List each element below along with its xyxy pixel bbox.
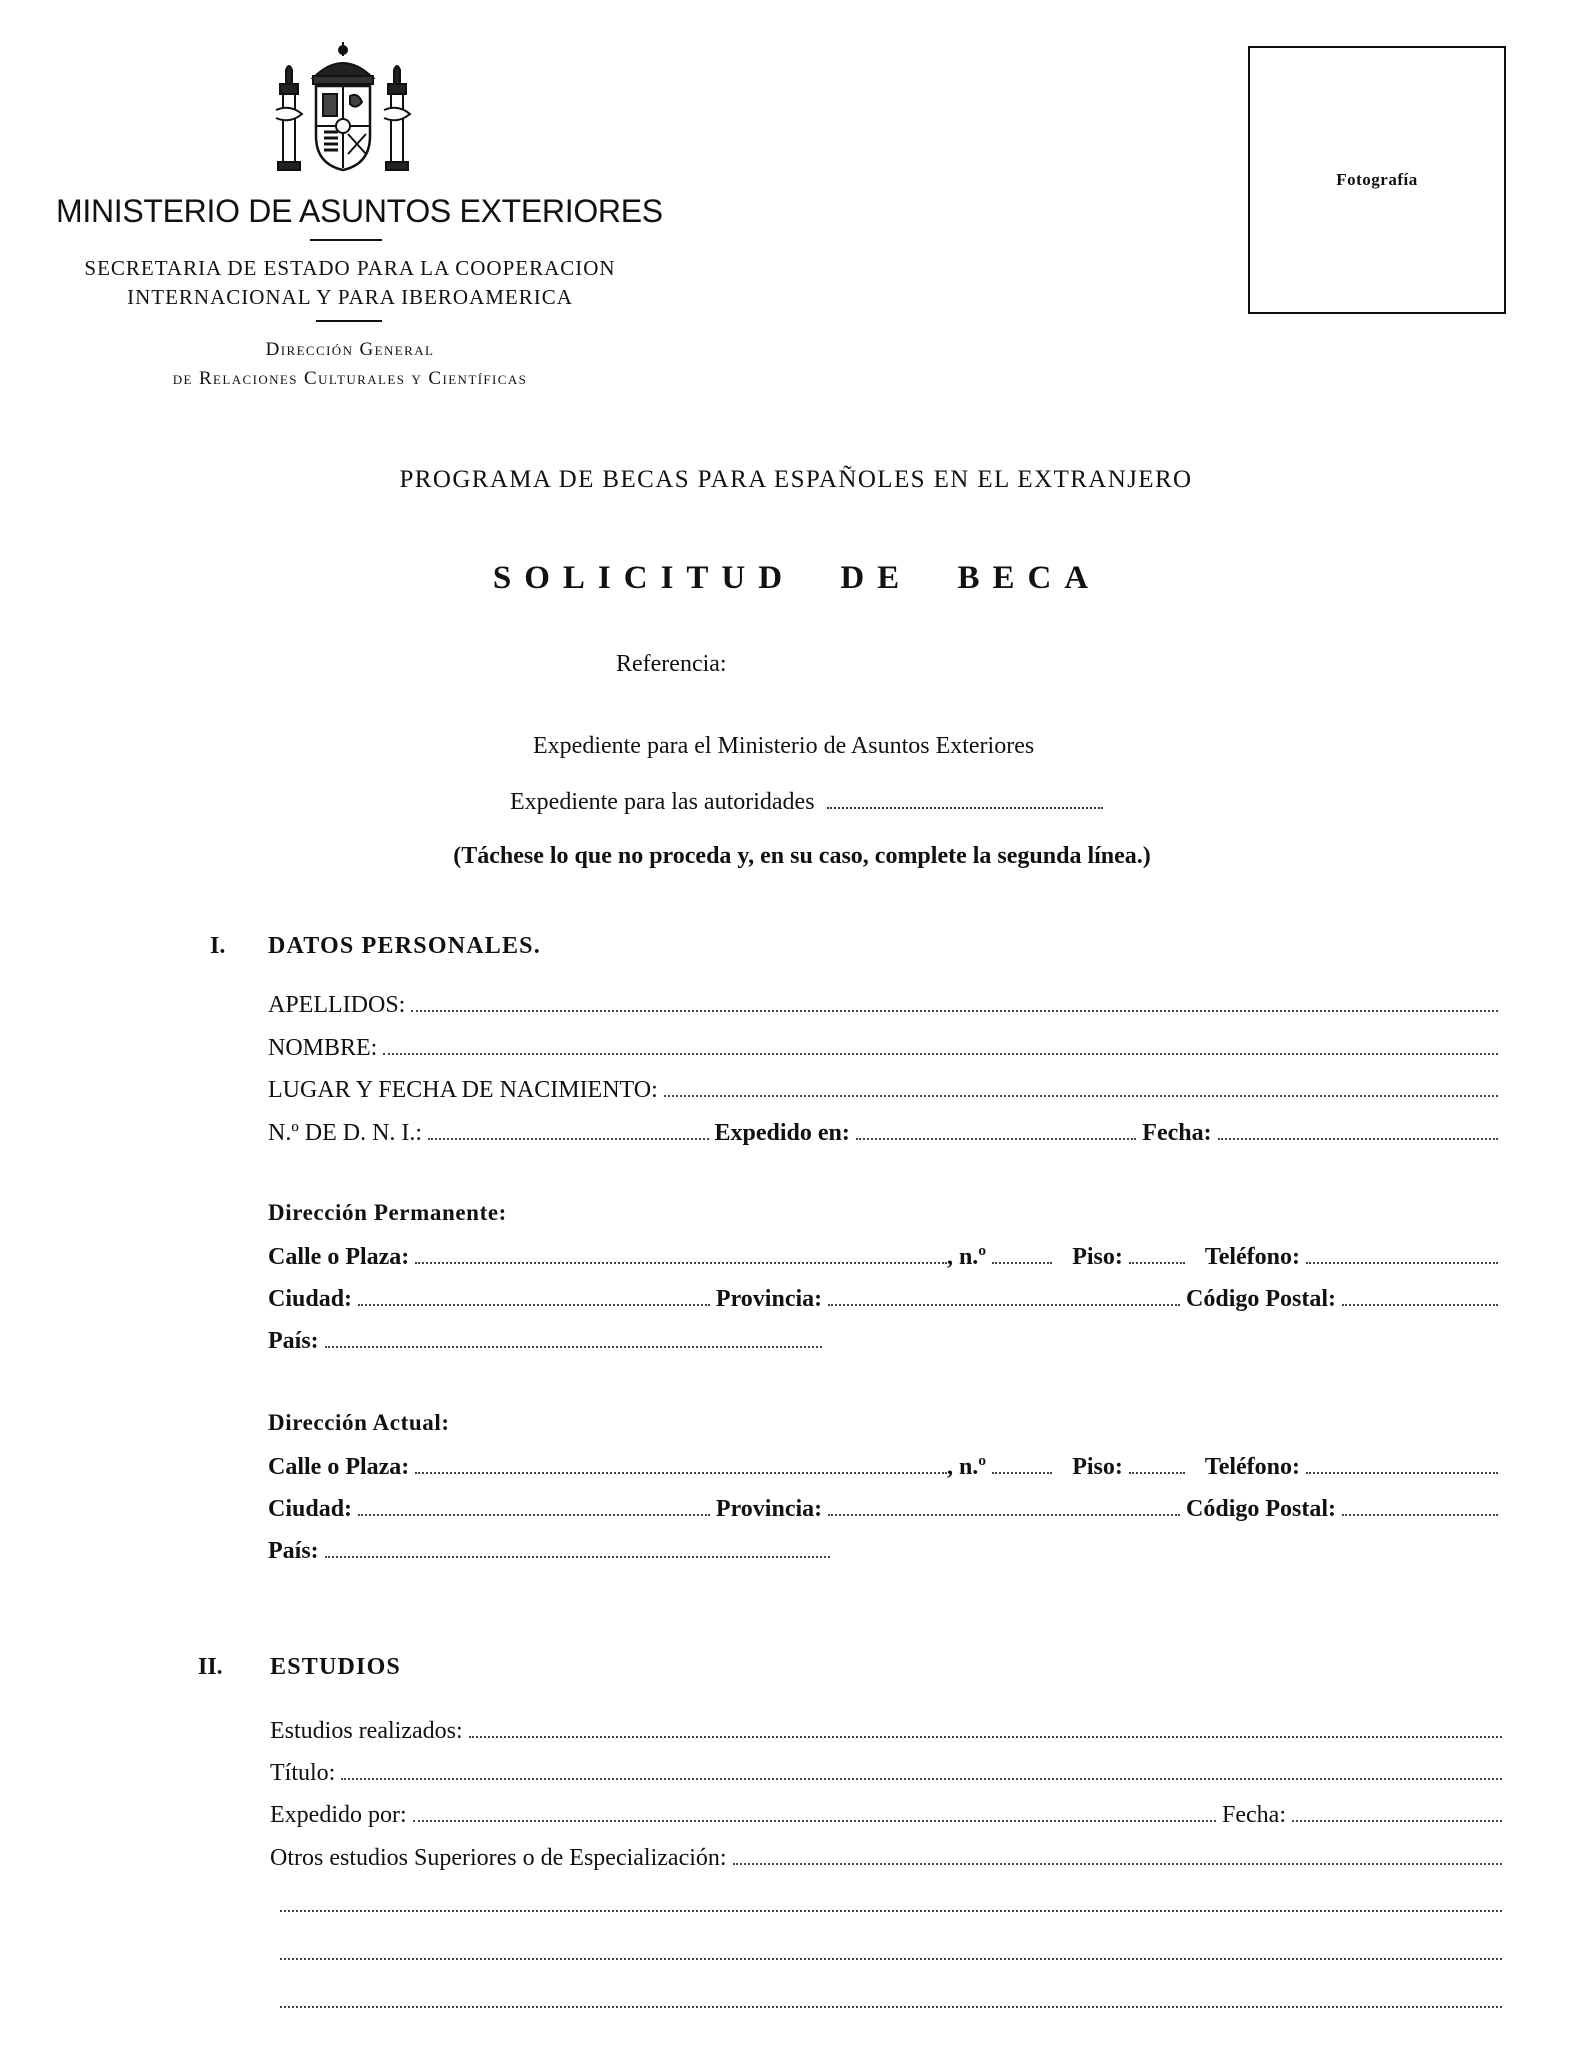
expedido-en-field[interactable] <box>856 1118 1136 1140</box>
perm-ciudad-field[interactable] <box>358 1284 710 1306</box>
codigo-postal-label: Código Postal: <box>1186 1496 1337 1522</box>
autoridades-field[interactable] <box>827 788 1103 809</box>
piso-label: Piso: <box>1072 1454 1123 1480</box>
ciudad-label: Ciudad: <box>268 1496 353 1522</box>
expedido-por-label: Expedido por: <box>270 1802 407 1828</box>
curr-street-row <box>268 1452 1504 1486</box>
secretaria-name: SECRETARIA DE ESTADO PARA LA COOPERACION INTERNACIONAL Y PARA IBEROAMERICA <box>84 256 616 309</box>
fecha-label: Fecha: <box>1142 1120 1212 1146</box>
apellidos-label: APELLIDOS: <box>268 992 406 1018</box>
expedido-en-label: Expedido en: <box>714 1120 850 1146</box>
perm-city-row <box>268 1284 1504 1318</box>
estudios-realizados-label: Estudios realizados: <box>270 1718 463 1744</box>
piso-label: Piso: <box>1072 1244 1123 1270</box>
referencia-label: Referencia: <box>616 651 727 677</box>
telefono-label: Teléfono: <box>1204 1454 1300 1480</box>
provincia-label: Provincia: <box>715 1286 823 1312</box>
apellidos-field[interactable] <box>411 990 1498 1012</box>
perm-numero-field[interactable] <box>992 1242 1052 1264</box>
photo-label: Fotografía <box>1336 170 1418 189</box>
titulo-row <box>270 1758 1508 1792</box>
curr-provincia-field[interactable] <box>828 1494 1180 1516</box>
permanent-address-title: Dirección Permanente: <box>268 1200 507 1225</box>
current-address-title: Dirección Actual: <box>268 1410 450 1435</box>
otros-estudios-row <box>270 1843 1508 1877</box>
expediente-autoridades-label: Expediente para las autoridades <box>510 789 815 815</box>
perm-piso-field[interactable] <box>1129 1242 1185 1264</box>
form-title: SOLICITUD DE BECA <box>492 560 1102 596</box>
curr-cp-field[interactable] <box>1342 1494 1498 1516</box>
curr-calle-field[interactable] <box>415 1452 947 1474</box>
provincia-label: Provincia: <box>715 1496 823 1522</box>
section-title: ESTUDIOS <box>270 1654 401 1680</box>
nombre-row <box>268 1033 1504 1067</box>
fecha-field[interactable] <box>1218 1118 1498 1140</box>
ministry-name: MINISTERIO DE ASUNTOS EXTERIORES <box>56 193 663 229</box>
telefono-label: Teléfono: <box>1204 1244 1300 1270</box>
curr-pais-field[interactable] <box>325 1536 830 1558</box>
perm-country-row <box>268 1326 828 1360</box>
section-title: DATOS PERSONALES. <box>268 933 541 959</box>
perm-cp-field[interactable] <box>1342 1284 1498 1306</box>
estudios-realizados-field[interactable] <box>469 1716 1502 1738</box>
otros-extra-line <box>280 1938 1508 1972</box>
dni-field[interactable] <box>428 1118 708 1140</box>
perm-street-row <box>268 1242 1504 1276</box>
estudios-row <box>270 1716 1508 1750</box>
expedido-por-field[interactable] <box>413 1800 1216 1822</box>
ciudad-label: Ciudad: <box>268 1286 353 1312</box>
dni-label: N.º DE D. N. I.: <box>268 1120 423 1146</box>
pais-label: País: <box>268 1328 319 1354</box>
photo-box <box>1248 46 1506 314</box>
fecha-label: Fecha: <box>1222 1802 1286 1828</box>
otros-extra-field[interactable] <box>280 1938 1502 1960</box>
otros-extra-line <box>280 1986 1508 2020</box>
dni-row <box>268 1118 1504 1152</box>
divider <box>316 320 382 322</box>
perm-calle-field[interactable] <box>415 1242 947 1264</box>
expediente-ministerio: Expediente para el Ministerio de Asuntos Exteriores <box>533 733 1035 759</box>
expedido-por-row <box>270 1800 1508 1834</box>
estudios-fecha-field[interactable] <box>1292 1800 1502 1822</box>
numero-label: , n.º <box>946 1454 987 1480</box>
nombre-label: NOMBRE: <box>268 1035 378 1061</box>
section-number: II. <box>198 1654 223 1680</box>
nacimiento-row <box>268 1075 1504 1109</box>
nacimiento-field[interactable] <box>664 1075 1498 1097</box>
nacimiento-label: LUGAR Y FECHA DE NACIMIENTO: <box>268 1077 658 1103</box>
pais-label: País: <box>268 1538 319 1564</box>
section-number: I. <box>210 933 226 959</box>
otros-extra-field[interactable] <box>280 1890 1502 1912</box>
curr-country-row <box>268 1536 836 1570</box>
perm-provincia-field[interactable] <box>828 1284 1180 1306</box>
titulo-label: Título: <box>270 1760 336 1786</box>
curr-telefono-field[interactable] <box>1306 1452 1498 1474</box>
titulo-field[interactable] <box>341 1758 1502 1780</box>
codigo-postal-label: Código Postal: <box>1186 1286 1337 1312</box>
divider <box>310 239 382 241</box>
calle-label: Calle o Plaza: <box>268 1244 410 1270</box>
curr-piso-field[interactable] <box>1129 1452 1185 1474</box>
curr-numero-field[interactable] <box>992 1452 1052 1474</box>
nombre-field[interactable] <box>383 1033 1498 1055</box>
otros-extra-field[interactable] <box>280 1986 1502 2008</box>
otros-estudios-label: Otros estudios Superiores o de Especialización: <box>270 1845 727 1871</box>
curr-ciudad-field[interactable] <box>358 1494 710 1516</box>
direccion-name: Dirección General de Relaciones Culturales y Científicas <box>172 339 528 389</box>
apellidos-row <box>268 990 1504 1024</box>
instruction-note: (Táchese lo que no proceda y, en su caso, complete la segunda línea.) <box>453 843 1151 869</box>
expediente-autoridades <box>510 788 1103 816</box>
curr-city-row <box>268 1494 1504 1528</box>
perm-telefono-field[interactable] <box>1306 1242 1498 1264</box>
calle-label: Calle o Plaza: <box>268 1454 410 1480</box>
program-title: PROGRAMA DE BECAS PARA ESPAÑOLES EN EL EXTRANJERO <box>399 466 1193 493</box>
coat-of-arms-emblem <box>268 40 418 180</box>
otros-extra-line <box>280 1890 1508 1924</box>
otros-estudios-field[interactable] <box>733 1843 1502 1865</box>
perm-pais-field[interactable] <box>325 1326 822 1348</box>
numero-label: , n.º <box>946 1244 987 1270</box>
